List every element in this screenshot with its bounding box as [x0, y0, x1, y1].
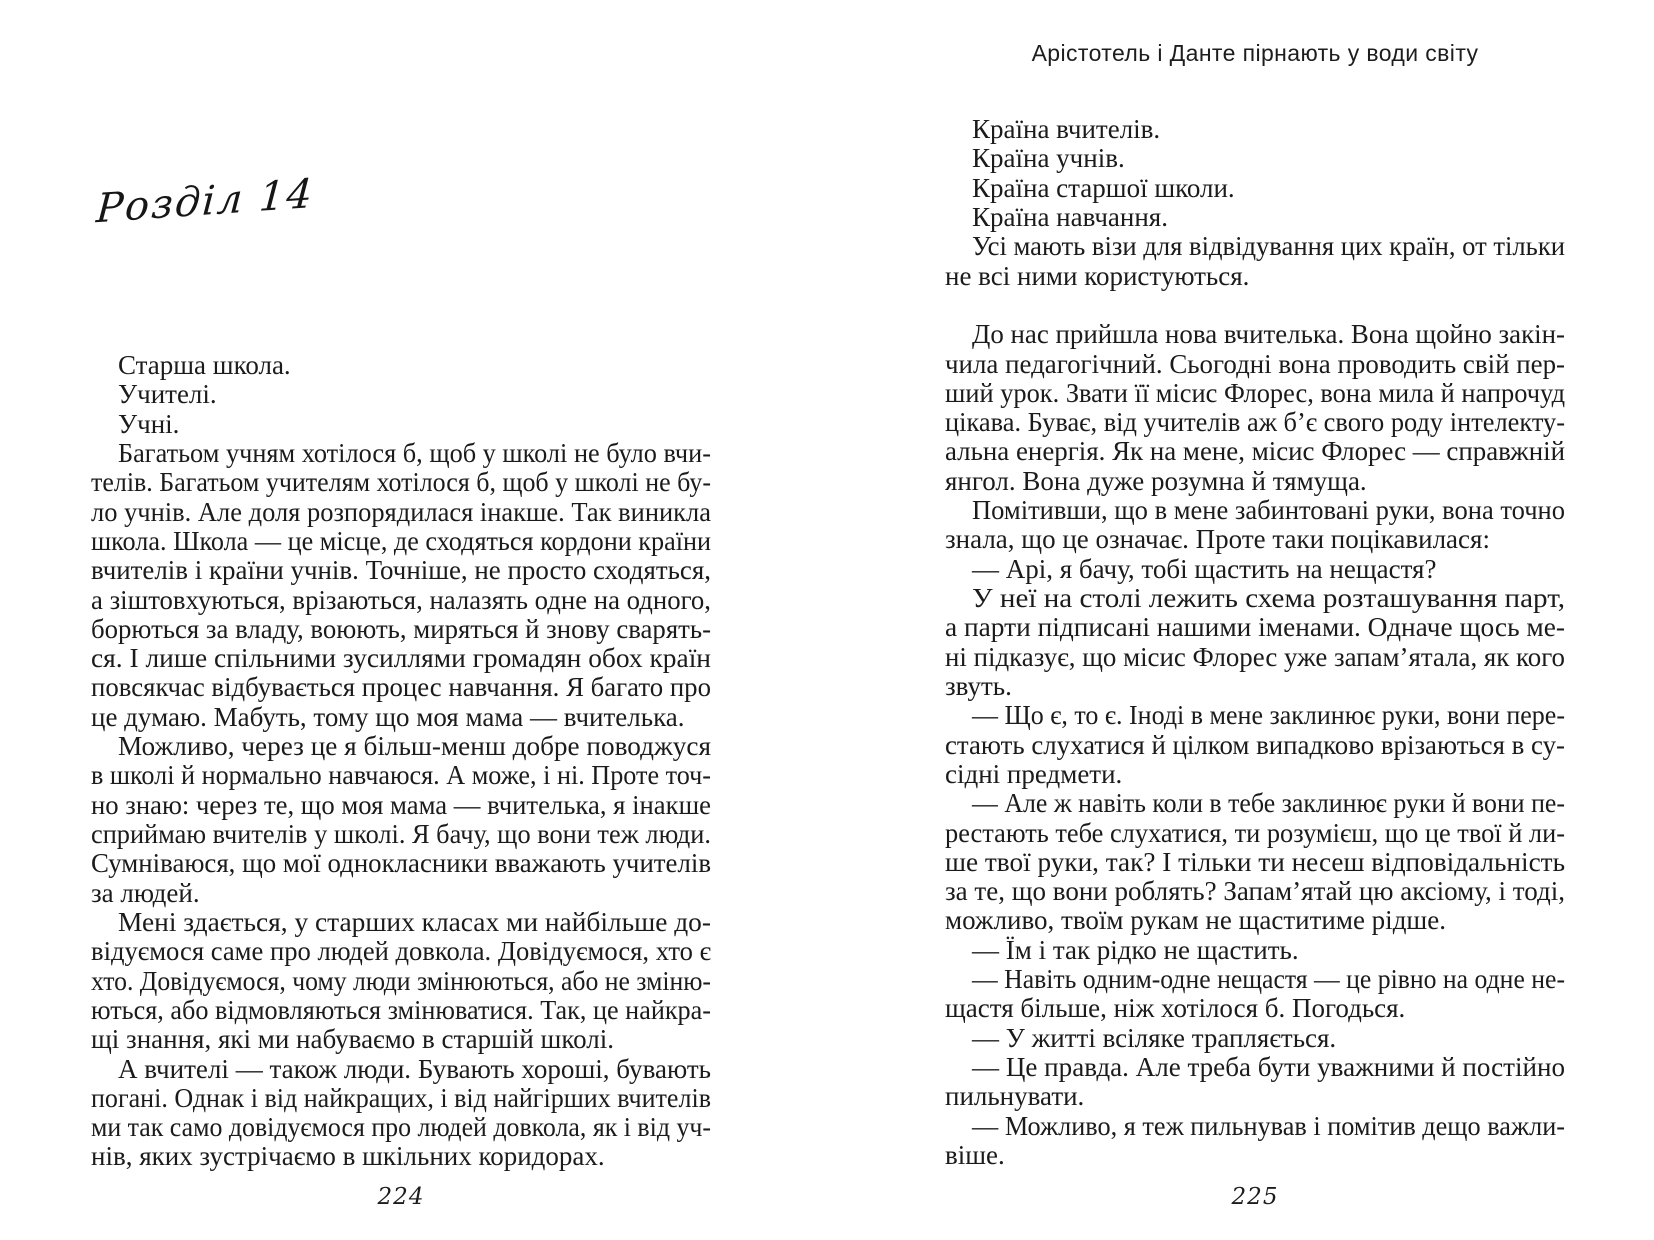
text-line-content: Країна учнів.	[972, 143, 1125, 174]
text-line	[945, 1053, 1565, 1082]
text-line	[945, 496, 1565, 525]
text-line	[945, 701, 1565, 730]
text-line-content: альна енергія. Як на мене, місис Флорес — справжній	[945, 436, 1565, 467]
text-line	[91, 556, 711, 585]
text-line-content: — Що є, то є. Іноді в мене заклинює руки, вони пере-	[972, 700, 1565, 731]
text-line-content: У неї на столі лежить схема розташування парт,	[972, 583, 1565, 613]
text-line-content: Старша школа.	[118, 350, 291, 380]
text-line	[945, 819, 1565, 848]
text-line	[945, 789, 1565, 818]
text-line	[945, 877, 1565, 906]
text-line-content: Учителі.	[118, 379, 217, 410]
text-line-content: но знаю: через те, що моя мама — вчителька, я інакше	[91, 789, 711, 820]
chapter-heading: Розділ 14	[94, 170, 316, 233]
text-line	[91, 673, 711, 702]
text-line	[91, 615, 711, 644]
text-line-content: це думаю. Мабуть, тому що моя мама — вчителька.	[91, 701, 685, 732]
text-line	[91, 468, 711, 497]
text-line	[945, 584, 1565, 613]
text-line-content: Учні.	[118, 408, 180, 439]
text-line	[91, 967, 711, 996]
text-line	[945, 643, 1565, 672]
text-line	[945, 1141, 1565, 1170]
text-line	[945, 994, 1565, 1023]
text-line-content: ше твої руки, так? І тільки ти несеш відповідальність	[945, 846, 1565, 877]
text-line-content: борються за владу, воюють, миряться й знову сварять-	[91, 613, 711, 644]
text-line-content: Країна навчання.	[972, 201, 1168, 232]
text-line	[945, 379, 1565, 408]
text-line	[945, 467, 1565, 496]
text-line	[91, 703, 711, 732]
text-line	[91, 498, 711, 527]
text-line-content: повсякчас відбувається процес навчання. Я багато про	[91, 672, 711, 703]
text-line-content: Можливо, через це я більш-менш добре поводжуся	[118, 731, 711, 762]
text-line-content: — Це правда. Але треба бути уважними й постійно	[972, 1052, 1565, 1082]
text-line	[945, 936, 1565, 965]
text-line	[945, 731, 1565, 760]
text-line-content: Сумніваюся, що мої однокласники вважають учителів	[91, 848, 711, 879]
text-line-content: стають слухатися й цілком випадково врізаються в су-	[945, 729, 1565, 760]
text-line	[91, 879, 711, 908]
text-line	[945, 906, 1565, 935]
text-line-content: ми так само довідуємося про людей довкола, як і від уч-	[91, 1112, 711, 1143]
text-line-content: ся. І лише спільними зусиллями громадян обох країн	[91, 643, 711, 674]
text-line	[945, 115, 1565, 144]
text-line	[91, 1142, 711, 1171]
text-line-content: знала, що це означає. Проте таки поцікавилася:	[945, 524, 1490, 555]
text-line	[945, 437, 1565, 466]
text-line-content: віше.	[945, 1139, 1005, 1170]
text-line-content: телів. Багатьом учителям хотілося б, щоб у школі не бу-	[91, 467, 711, 498]
text-line-content: — У житті всіляке трапляється.	[972, 1022, 1337, 1053]
text-line-content: — Арі, я бачу, тобі щастить на нещастя?	[972, 553, 1437, 584]
text-line-content: щастя більше, ніж хотілося б. Погодься.	[945, 993, 1406, 1024]
text-line	[945, 144, 1565, 173]
text-line-content: вчителів і країни учнів. Точніше, не просто сходяться,	[91, 555, 711, 586]
text-line-content: Країна вчителів.	[972, 114, 1161, 144]
text-line-content: — Можливо, я теж пильнував і помітив дещо важли-	[972, 1110, 1565, 1141]
text-line	[945, 320, 1565, 349]
text-line-content: ються, або відмовляються змінюватися. Так, це найкра-	[91, 994, 711, 1025]
text-line-content: щі знання, які ми набуваємо в старшій школі.	[91, 1024, 614, 1055]
text-line-content: ло учнів. Але доля розпорядилася інакше. Так виникла	[91, 496, 711, 527]
text-line-content: чила педагогічний. Сьогодні вона проводить свій пер-	[945, 348, 1565, 379]
text-line-content: за людей.	[91, 877, 200, 908]
text-line-content: пильнувати.	[945, 1081, 1085, 1112]
text-line-content: а парти підписані нашими іменами. Одначе щось ме-	[945, 612, 1565, 643]
text-line-content: в школі й нормально навчаюся. А може, і ні. Проте точ-	[91, 760, 711, 791]
right-page-number: 225	[1231, 1184, 1279, 1210]
text-line	[91, 1084, 711, 1113]
text-line-content: а зіштовхуються, врізаються, налазять одне на одного,	[91, 584, 711, 615]
text-line	[91, 351, 711, 380]
text-line-content: Помітивши, що в мене забинтовані руки, вона точно	[972, 495, 1565, 526]
text-line	[91, 937, 711, 966]
text-line	[945, 525, 1565, 554]
text-line	[91, 644, 711, 673]
text-line	[91, 996, 711, 1025]
text-line-content: Усі мають візи для відвідування цих країн, от тільки	[972, 231, 1565, 262]
text-line-content: Багатьом учням хотілося б, щоб у школі не було вчи-	[118, 437, 711, 468]
blank-line	[945, 291, 1565, 320]
text-line-content: А вчителі — також люди. Бувають хороші, бувають	[118, 1053, 711, 1084]
text-line	[91, 410, 711, 439]
text-line-content: рестають тебе слухатися, ти розумієш, що це твої й ли-	[945, 817, 1565, 848]
text-line	[945, 672, 1565, 701]
text-line	[945, 965, 1565, 994]
text-line	[945, 1082, 1565, 1111]
left-page-text-column	[91, 351, 711, 1172]
text-line-content: — Навіть одним-одне нещастя — це рівно на одне не-	[972, 964, 1565, 995]
text-line-content: не всі ними користуються.	[945, 260, 1250, 291]
text-line-content: погані. Однак і від найкращих, і від найгірших вчителів	[91, 1082, 711, 1113]
text-line	[91, 849, 711, 878]
text-line	[91, 439, 711, 468]
text-line	[945, 1024, 1565, 1053]
text-line	[91, 527, 711, 556]
text-line-content: Мені здається, у старших класах ми найбільше до-	[118, 906, 711, 937]
text-line	[945, 203, 1565, 232]
text-line	[945, 848, 1565, 877]
right-page-text-column	[945, 115, 1565, 1170]
text-line-content: сприймаю вчителів у школі. Я бачу, що вони теж люди.	[91, 819, 711, 849]
left-page-number: 224	[377, 1184, 425, 1210]
text-line-content: янгол. Вона дуже розумна й тямуща.	[945, 465, 1367, 496]
text-line-content: Країна старшої школи.	[972, 172, 1235, 203]
text-line	[91, 908, 711, 937]
text-line-content: ні підказує, що місис Флорес уже запам’ятала, як кого	[945, 641, 1565, 672]
text-line-content: можливо, твоїм рукам не щаститиме рідше.	[945, 905, 1446, 936]
text-line-content: за те, що вони роблять? Запам’ятай цю аксіому, і тоді,	[945, 876, 1565, 907]
text-line-content: відуємося саме про людей довкола. Довідуємося, хто є	[91, 936, 711, 967]
text-line-content: До нас прийшла нова вчителька. Вона щойно закін-	[972, 319, 1565, 350]
text-line-content: сідні предмети.	[945, 758, 1123, 789]
text-line	[91, 761, 711, 790]
text-line	[91, 732, 711, 761]
text-line	[945, 262, 1565, 291]
text-line	[945, 232, 1565, 261]
text-line	[91, 1055, 711, 1084]
text-line-content: звуть.	[945, 670, 1012, 701]
text-line-content: ший урок. Звати її місис Флорес, вона мила й напрочуд	[945, 377, 1565, 408]
text-line	[91, 586, 711, 615]
text-line-content: хто. Довідуємося, чому люди змінюються, або не зміню-	[91, 965, 711, 996]
text-line-content: цікава. Буває, від учителів аж б’є свого роду інтелекту-	[945, 407, 1565, 438]
text-line-content: — Але ж навіть коли в тебе заклинює руки й вони пе-	[972, 788, 1565, 819]
text-line	[91, 380, 711, 409]
text-line-content: школа. Школа — це місце, де сходяться кордони країни	[91, 525, 711, 556]
text-line	[91, 1025, 711, 1054]
text-line-content: — Їм і так рідко не щастить.	[972, 934, 1299, 965]
text-line	[91, 1113, 711, 1142]
running-head: Арістотель і Данте пірнають у води світу	[1031, 40, 1479, 66]
text-line	[945, 555, 1565, 584]
text-line	[945, 174, 1565, 203]
text-line	[945, 408, 1565, 437]
text-line	[945, 613, 1565, 642]
text-line	[945, 1112, 1565, 1141]
text-line	[945, 760, 1565, 789]
text-line-content: нів, яких зустрічаємо в шкільних коридорах.	[91, 1141, 605, 1172]
text-line	[91, 820, 711, 849]
text-line	[945, 350, 1565, 379]
text-line	[91, 791, 711, 820]
